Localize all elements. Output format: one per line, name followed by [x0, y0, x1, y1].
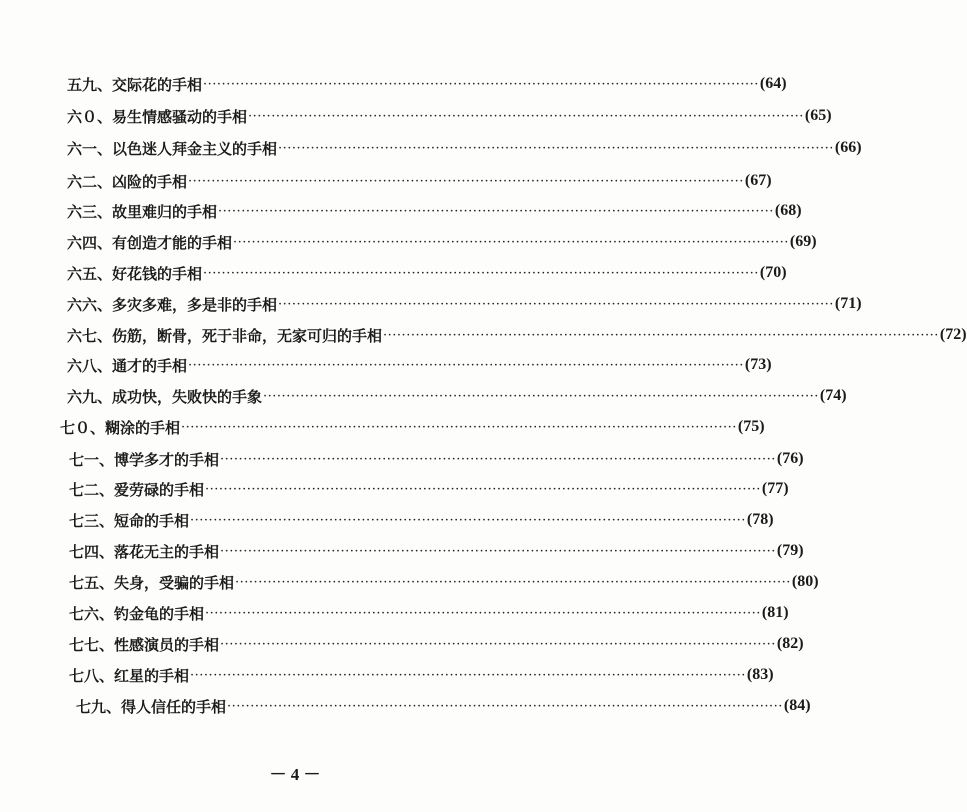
dot-leader: ························································································································: [190, 512, 746, 528]
dot-leader: ························································································································: [220, 636, 776, 652]
entry-number: 七二、: [69, 480, 115, 499]
entry-title: 凶险的手相: [112, 172, 188, 191]
entry-page: (84): [783, 697, 811, 714]
toc-entry: [67, 385, 847, 407]
entry-number: 六九、: [67, 387, 113, 406]
entry-page: (68): [774, 202, 802, 219]
entry-number: 六０、: [67, 107, 113, 126]
entry-page: (82): [776, 635, 804, 652]
dot-leader: ························································································································: [188, 173, 744, 189]
entry-number: 六六、: [67, 295, 113, 314]
dot-leader: ························································································································: [203, 265, 759, 281]
dot-leader: ························································································································: [205, 605, 761, 621]
entry-number: 六五、: [67, 264, 113, 283]
entry-number: 七０、: [60, 418, 106, 437]
entry-number: 六四、: [67, 233, 113, 252]
dot-leader: ························································································································: [383, 327, 939, 343]
entry-number: 六三、: [67, 202, 113, 221]
toc-entry: [67, 170, 772, 192]
entry-number: 七五、: [69, 573, 115, 592]
toc-entry: [67, 293, 862, 315]
entry-page: (77): [761, 480, 789, 497]
dot-leader: ························································································································: [205, 481, 761, 497]
entry-page: (71): [834, 295, 862, 312]
entry-title: 失身，受骗的手相: [114, 573, 235, 592]
entry-title: 以色迷人拜金主义的手相: [112, 139, 278, 158]
dot-leader: ························································································································: [235, 574, 791, 590]
entry-number: 七七、: [69, 635, 115, 654]
entry-number: 六二、: [67, 172, 113, 191]
entry-title: 爱劳碌的手相: [114, 480, 205, 499]
entry-page: (66): [834, 139, 862, 156]
entry-page: (74): [819, 387, 847, 404]
entry-page: (72): [939, 326, 967, 343]
entry-page: (81): [761, 604, 789, 621]
toc-entry: [67, 200, 802, 222]
dot-leader: ························································································································: [190, 667, 746, 683]
entry-title: 通才的手相: [112, 356, 188, 375]
toc-entry: [69, 602, 789, 624]
entry-page: (73): [744, 356, 772, 373]
toc-entry: [67, 262, 787, 284]
page-number: － 4 －: [269, 765, 321, 784]
toc-entry: [69, 664, 774, 686]
entry-number: 七四、: [69, 542, 115, 561]
entry-number: 七八、: [69, 666, 115, 685]
entry-title: 交际花的手相: [112, 75, 203, 94]
dot-leader: ························································································································: [181, 419, 737, 435]
entry-page: (70): [759, 264, 787, 281]
entry-title: 故里难归的手相: [112, 202, 218, 221]
dot-leader: ························································································································: [278, 140, 834, 156]
toc-entry: [67, 105, 832, 127]
toc-entry: [60, 416, 765, 438]
entry-number: 七六、: [69, 604, 115, 623]
entry-number: 六八、: [67, 356, 113, 375]
toc-entry: [69, 448, 804, 470]
entry-page: (69): [789, 233, 817, 250]
entry-title: 性感演员的手相: [114, 635, 220, 654]
dot-leader: ························································································································: [263, 388, 819, 404]
dot-leader: ························································································································: [227, 698, 783, 714]
entry-page: (75): [737, 418, 765, 435]
toc-entry: [69, 509, 774, 531]
entry-number: 六一、: [67, 139, 113, 158]
dot-leader: ························································································································: [203, 76, 759, 92]
entry-title: 博学多才的手相: [114, 450, 220, 469]
dot-leader: ························································································································: [220, 543, 776, 559]
toc-entry: [67, 73, 787, 95]
entry-title: 好花钱的手相: [112, 264, 203, 283]
toc-entry: [67, 324, 967, 346]
entry-number: 七一、: [69, 450, 115, 469]
toc-entry: [69, 478, 789, 500]
toc-entry: [67, 231, 817, 253]
entry-title: 落花无主的手相: [114, 542, 220, 561]
entry-page: (78): [746, 511, 774, 528]
entry-number: 六七、: [67, 326, 113, 345]
entry-title: 多灾多难，多是非的手相: [112, 295, 278, 314]
entry-page: (67): [744, 172, 772, 189]
entry-title: 有创造才能的手相: [112, 233, 233, 252]
dot-leader: ························································································································: [248, 108, 804, 124]
entry-number: 七九、: [76, 697, 122, 716]
entry-title: 糊涂的手相: [105, 418, 181, 437]
entry-page: (80): [791, 573, 819, 590]
toc-entry: [67, 354, 772, 376]
toc-entry: [67, 137, 862, 159]
entry-title: 短命的手相: [114, 511, 190, 530]
entry-page: (83): [746, 666, 774, 683]
entry-page: (76): [776, 450, 804, 467]
dot-leader: ························································································································: [188, 357, 744, 373]
toc-entry: [69, 633, 804, 655]
entry-title: 易生情感骚动的手相: [112, 107, 248, 126]
toc-entry: [69, 571, 819, 593]
entry-page: (64): [759, 75, 787, 92]
dot-leader: ························································································································: [233, 234, 789, 250]
dot-leader: ························································································································: [278, 296, 834, 312]
toc-entry: [69, 540, 804, 562]
dot-leader: ························································································································: [220, 451, 776, 467]
entry-number: 七三、: [69, 511, 115, 530]
entry-title: 红星的手相: [114, 666, 190, 685]
entry-title: 得人信任的手相: [121, 697, 227, 716]
entry-title: 钓金龟的手相: [114, 604, 205, 623]
toc-entry: [76, 695, 811, 717]
entry-page: (79): [776, 542, 804, 559]
entry-number: 五九、: [67, 75, 113, 94]
entry-page: (65): [804, 107, 832, 124]
dot-leader: ························································································································: [218, 203, 774, 219]
entry-title: 成功快，失败快的手象: [112, 387, 263, 406]
entry-title: 伤筋，断骨，死于非命，无家可归的手相: [112, 326, 383, 345]
